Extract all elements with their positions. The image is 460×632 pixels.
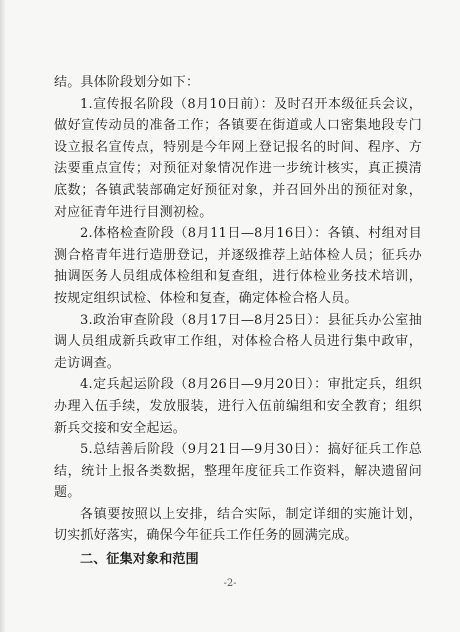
stage-4-paragraph: 4.定兵起运阶段（8月26日—9月20日）：审批定兵，组织办理入伍手续，发放服装，进行入伍前编组和安全教育；组织新兵交接和安全起运。 [54, 377, 422, 436]
implementation-paragraph: 各镇要按照以上安排，结合实际，制定详细的实施计划，切实抓好落实，确保今年征兵工作任务的圆满完成。 [54, 506, 422, 544]
intro-line: 结。具体阶段划分如下： [54, 75, 200, 90]
stage-1-paragraph: 1.宣传报名阶段（8月10日前）：及时召开本级征兵会议，做好宣传动员的准备工作；各镇要在街道或人口密集地段专门设立报名宣传点，特别是今年网上登记报名的时间、程序、方法要重点宣传；对预征对象情况作进一步统计核实，真正摸清底数；各镇武装部确定好预征对象，并召回外出的预征对象，对应征青年进行目测初检。 [54, 96, 422, 220]
stage-3-paragraph: 3.政治审查阶段（8月17日—8月25日）：县征兵办公室抽调人员组成新兵政审工作组，对体检合格人员进行集中政审，走访调查。 [54, 312, 422, 371]
section-heading: 二、征集对象和范围 [80, 552, 199, 568]
stage-5-paragraph: 5.总结善后阶段（9月21日—9月30日）：搞好征兵工作总结，统计上报各类数据，整理年度征兵工作资料，解决遗留问题。 [54, 442, 422, 501]
document-body [54, 72, 422, 571]
stage-2-paragraph: 2.体格检查阶段（8月11日—8月16日）：各镇、村组对目测合格青年进行造册登记，并逐级推荐上站体检人员；征兵办抽调医务人员组成体检组和复查组，进行体检业务技术培训，按规定组织试检、体检和复查，确定体检合格人员。 [54, 226, 422, 306]
scan-edge-shadow [0, 0, 6, 632]
page-number: -2- [223, 578, 237, 589]
